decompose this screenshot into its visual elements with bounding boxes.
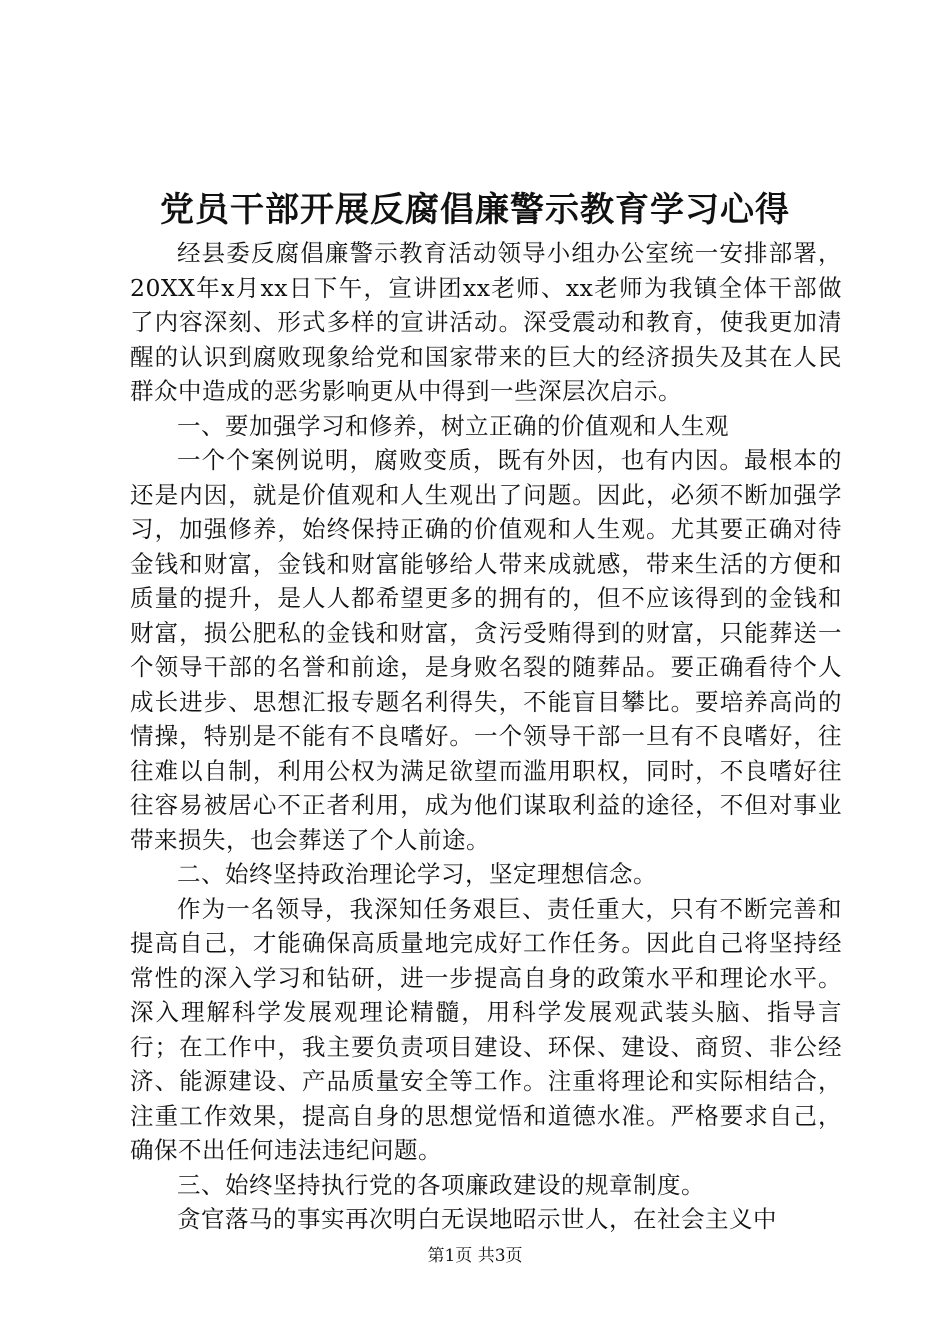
paragraph-intro: 经县委反腐倡廉警示教育活动领导小组办公室统一安排部署，20XX年x月xx日下午，宣讲团xx老师、xx老师为我镇全体干部做了内容深刻、形式多样的宣讲活动。深受震动和教育，使我更加清醒的认识到腐败现象给党和国家带来的巨大的经济损失及其在人民群众中造成的恶劣影响更从中得到一些深层次启示。 [130,239,842,405]
paragraph-section-2: 作为一名领导，我深知任务艰巨、责任重大，只有不断完善和提高自己，才能确保高质量地完成好工作任务。因此自己将坚持经常性的深入学习和钻研，进一步提高自身的政策水平和理论水平。深入理解科学发展观理论精髓，用科学发展观武装头脑、指导言行；在工作中，我主要负责项目建设、环保、建设、商贸、非公经济、能源建设、产品质量安全等工作。注重将理论和实际相结合，注重工作效果，提高自身的思想觉悟和道德水准。严格要求自己，确保不出任何违法违纪问题。 [130,894,842,1164]
document-title: 党员干部开展反腐倡廉警示教育学习心得 [160,190,790,230]
paragraph-section-1: 一个个案例说明，腐败变质，既有外因，也有内因。最根本的还是内因，就是价值观和人生观出了问题。因此，必须不断加强学习，加强修养，始终保持正确的价值观和人生观。尤其要正确对待金钱和财富，金钱和财富能够给人带来成就感，带来生活的方便和质量的提升，是人人都希望更多的拥有的，但不应该得到的金钱和财富，损公肥私的金钱和财富，贪污受贿得到的财富，只能葬送一个领导干部的名誉和前途，是身败名裂的随葬品。要正确看待个人成长进步、思想汇报专题名利得失，不能盲目攀比。要培养高尚的情操，特别是不能有不良嗜好。一个领导干部一旦有不良嗜好，往往难以自制，利用公权为满足欲望而滥用职权，同时，不良嗜好往往容易被居心不正者利用，成为他们谋取利益的途径，不但对事业带来损失，也会葬送了个人前途。 [130,446,842,854]
section-heading-2: 二、始终坚持政治理论学习，坚定理想信念。 [177,860,657,888]
page-number: 第1页 共3页 [427,1246,523,1266]
document-body [130,236,842,1237]
section-heading-3: 三、始终坚持执行党的各项廉政建设的规章制度。 [177,1170,705,1199]
section-heading-1: 一、要加强学习和修养，树立正确的价值观和人生观 [177,411,729,440]
paragraph-section-3: 贪官落马的事实再次明白无误地昭示世人，在社会主义中 [177,1205,777,1233]
